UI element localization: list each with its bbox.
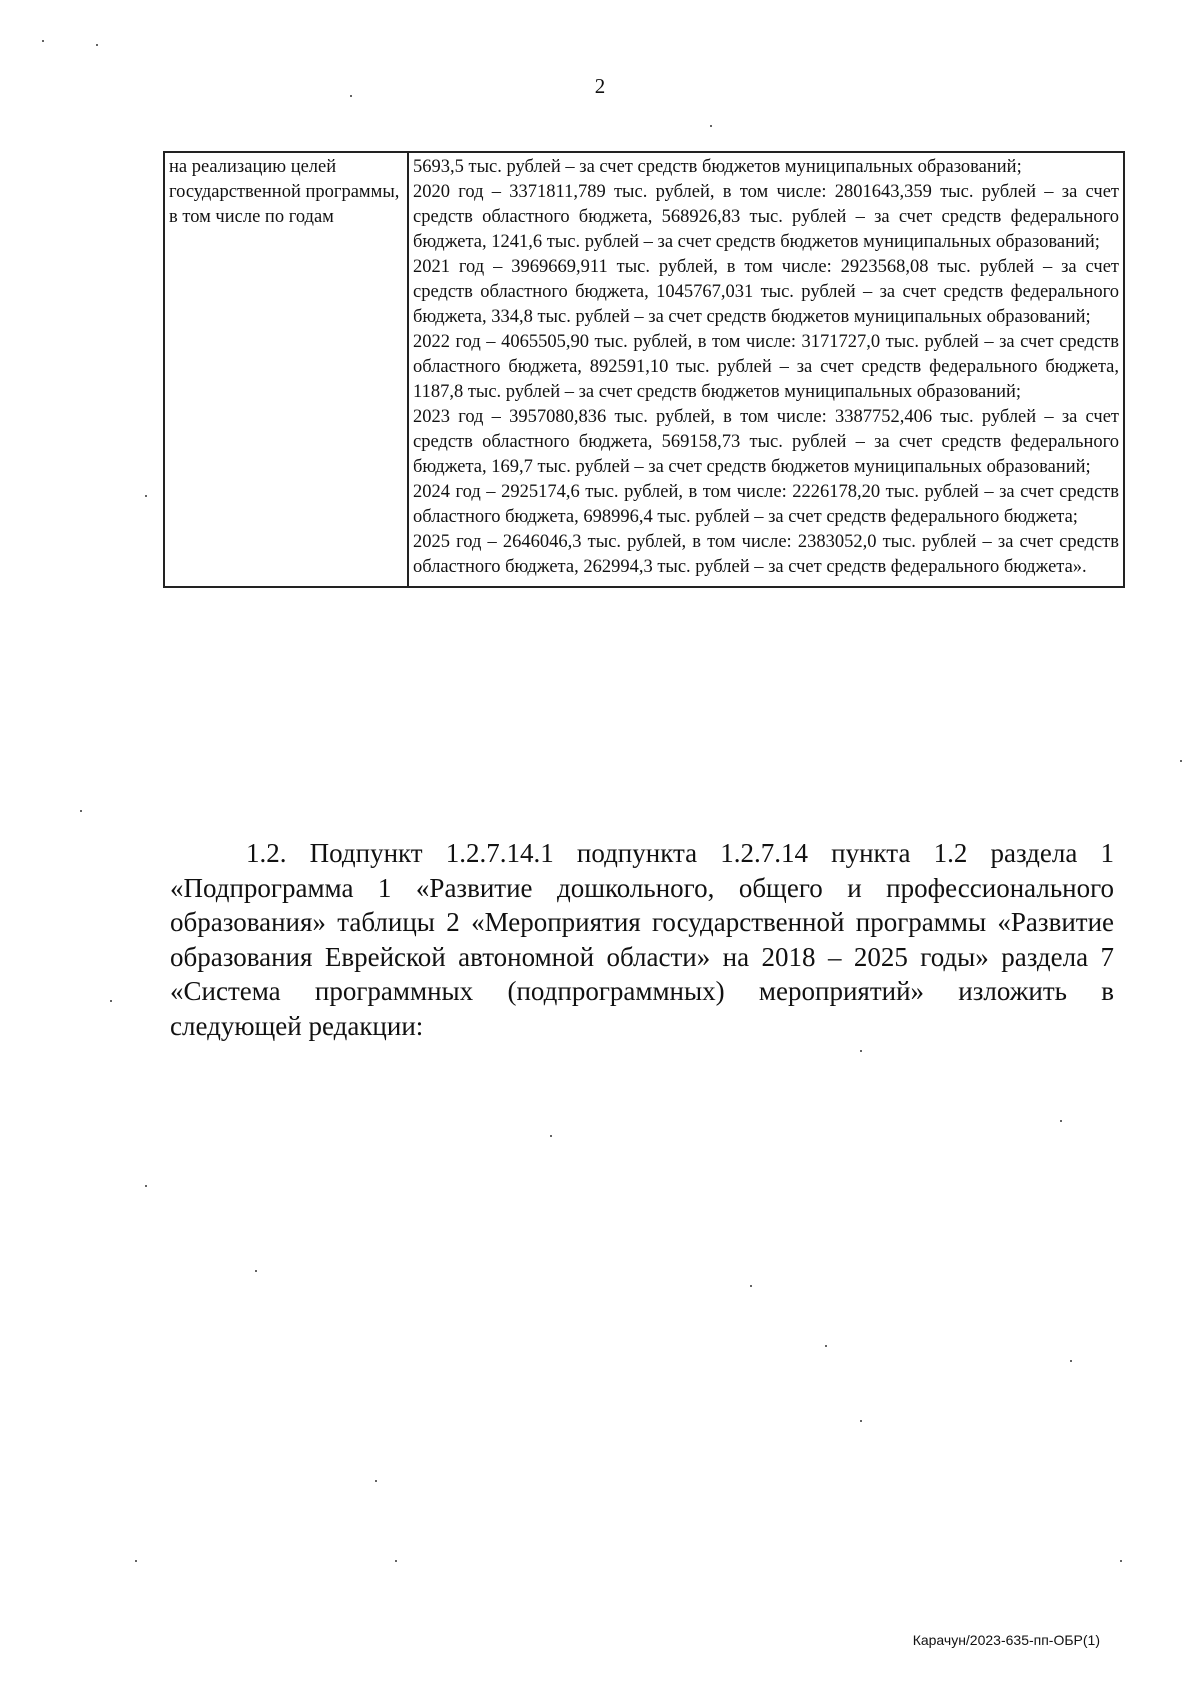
scan-speck	[135, 1560, 137, 1562]
scan-speck	[110, 1000, 112, 1002]
table-row	[164, 152, 1124, 587]
scan-speck	[145, 495, 147, 497]
document-reference: Карачун/2023-635-пп-ОБР(1)	[912, 1632, 1100, 1648]
funding-table	[163, 151, 1125, 588]
scan-speck	[1120, 1560, 1122, 1562]
funding-line-2022: 2022 год – 4065505,90 тыс. рублей, в том числе: 3171727,0 тыс. рублей – за счет средств областного бюджета, 892591,10 тыс. рублей – за счет средств федерального бюджета, 1187,8 тыс. рублей – за счет средств бюджетов муниципальных образований;	[413, 332, 1119, 402]
scan-speck	[860, 1050, 862, 1052]
scan-speck	[96, 44, 98, 46]
scan-speck	[710, 125, 712, 127]
scan-speck	[550, 1135, 552, 1137]
scan-speck	[860, 1420, 862, 1422]
scan-speck	[80, 810, 82, 812]
scan-speck	[350, 95, 352, 97]
scan-speck	[42, 40, 44, 42]
scan-speck	[825, 1345, 827, 1347]
funding-details-cell	[408, 152, 1124, 587]
scan-speck	[750, 1285, 752, 1287]
funding-label-cell: на реализацию целей государственной программы, в том числе по годам	[164, 152, 408, 587]
scan-speck	[255, 1270, 257, 1272]
funding-line-2020: 2020 год – 3371811,789 тыс. рублей, в том числе: 2801643,359 тыс. рублей – за счет средств областного бюджета, 568926,83 тыс. рублей – за счет средств федерального бюджета, 1241,6 тыс. рублей – за счет средств бюджетов муниципальных образований;	[413, 182, 1119, 252]
funding-line-2025: 2025 год – 2646046,3 тыс. рублей, в том числе: 2383052,0 тыс. рублей – за счет средств областного бюджета, 262994,3 тыс. рублей – за счет средств федерального бюджета».	[413, 532, 1119, 577]
funding-line-municipal: 5693,5 тыс. рублей – за счет средств бюджетов муниципальных образований;	[413, 157, 1022, 177]
scan-speck	[1070, 1360, 1072, 1362]
scan-speck	[375, 1480, 377, 1482]
funding-line-2024: 2024 год – 2925174,6 тыс. рублей, в том числе: 2226178,20 тыс. рублей – за счет средств областного бюджета, 698996,4 тыс. рублей – за счет средств федерального бюджета;	[413, 482, 1119, 527]
scan-speck	[1180, 760, 1182, 762]
scan-speck	[145, 1185, 147, 1187]
funding-line-2023: 2023 год – 3957080,836 тыс. рублей, в том числе: 3387752,406 тыс. рублей – за счет средств областного бюджета, 569158,73 тыс. рублей – за счет средств федерального бюджета, 169,7 тыс. рублей – за счет средств бюджетов муниципальных образований;	[413, 407, 1119, 477]
scan-speck	[1060, 1120, 1062, 1122]
funding-line-2021: 2021 год – 3969669,911 тыс. рублей, в том числе: 2923568,08 тыс. рублей – за счет средств областного бюджета, 1045767,031 тыс. рублей – за счет средств федерального бюджета, 334,8 тыс. рублей – за счет средств бюджетов муниципальных образований;	[413, 257, 1119, 327]
page-number: 2	[594, 74, 606, 98]
scan-speck	[395, 1560, 397, 1562]
amendment-paragraph: 1.2. Подпункт 1.2.7.14.1 подпункта 1.2.7.14 пункта 1.2 раздела 1 «Подпрограмма 1 «Развитие дошкольного, общего и профессионального образования» таблицы 2 «Мероприятия государственной программы «Развитие образования Еврейской автономной области» на 2018 – 2025 годы» раздела 7 «Система программных (подпрограммных) мероприятий» изложить в следующей редакции:	[170, 838, 1114, 1041]
